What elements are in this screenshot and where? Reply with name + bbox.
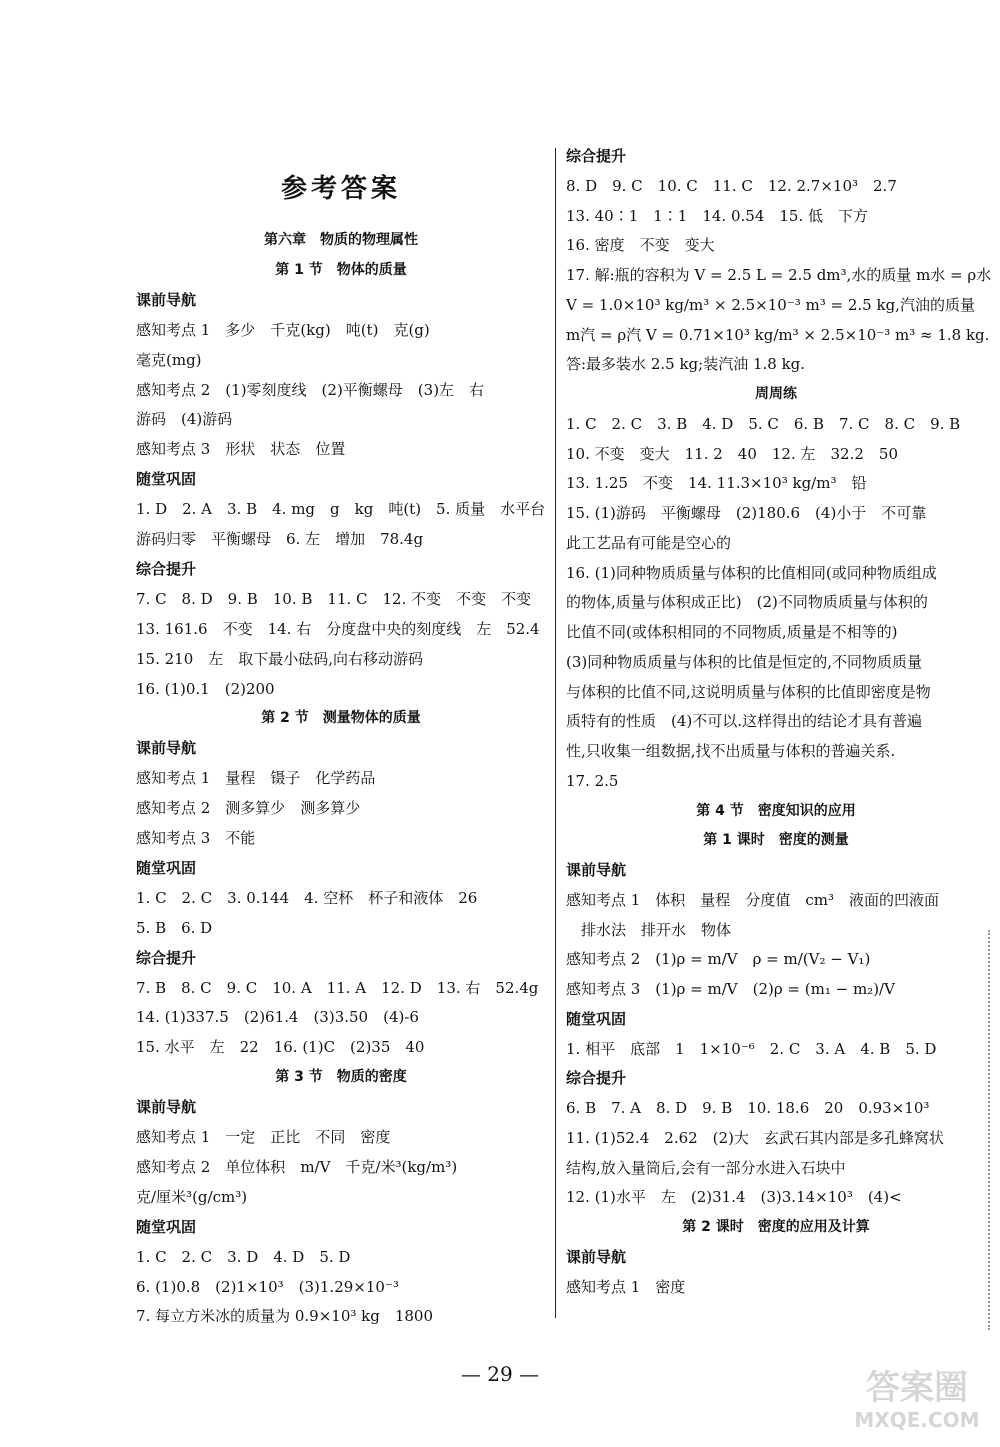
section-heading: 第 1 节 物体的质量 <box>275 261 407 278</box>
answer-line: 16. (1)0.1 (2)200 <box>136 679 275 698</box>
section-heading: 第 3 节 物质的密度 <box>275 1069 407 1086</box>
answer-line: 答:最多装水 2.5 kg;装汽油 1.8 kg. <box>566 355 806 374</box>
answer-line: 感知考点 2 测多算少 测多算少 <box>136 799 361 818</box>
answer-line: 感知考点 1 密度 <box>566 1277 686 1296</box>
answer-line: 5. B 6. D <box>136 918 213 937</box>
answer-line: V = 1.0×10³ kg/m³ × 2.5×10⁻³ m³ = 2.5 kg,汽油的质量 <box>566 295 975 314</box>
answer-line: 排水法 排开水 物体 <box>566 920 732 939</box>
answer-line: 感知考点 3 (1)ρ = m/V (2)ρ = (m₁ − m₂)/V <box>566 980 895 998</box>
column-divider <box>555 148 556 1318</box>
answer-line: 质特有的性质 (4)不可以.这样得出的结论才具有普遍 <box>566 712 923 731</box>
section-heading: 课前导航 <box>136 739 197 758</box>
answer-line: 与体积的比值不同,这说明质量与体积的比值即密度是物 <box>566 682 931 701</box>
answer-line: 感知考点 1 体积 量程 分度值 cm³ 液面的凹液面 <box>566 890 939 909</box>
page-title: 参考答案 <box>280 174 401 204</box>
answer-line: 16. 密度 不变 变大 <box>566 236 715 255</box>
answer-line: 1. C 2. C 3. 0.144 4. 空杯 杯子和液体 26 <box>136 888 478 907</box>
section-heading: 第 2 节 测量物体的质量 <box>261 710 421 727</box>
section-heading: 第六章 物质的物理属性 <box>264 232 418 248</box>
answer-line: 性,只收集一组数据,找不出质量与体积的普遍关系. <box>566 742 896 760</box>
page-number: — 29 — <box>460 1362 540 1386</box>
answer-line: 感知考点 1 一定 正比 不同 密度 <box>136 1128 391 1146</box>
watermark-text: 答案圈 <box>866 1368 968 1408</box>
answer-line: 10. 不变 变大 11. 2 40 12. 左 32.2 50 <box>566 444 898 463</box>
answer-line: 感知考点 2 单位体积 m/V 千克/米³(kg/m³) <box>136 1157 458 1176</box>
answer-line: 的物体,质量与体积成正比) (2)不同物质质量与体积的 <box>566 593 928 612</box>
answer-line: 13. 161.6 不变 14. 右 分度盘中央的刻度线 左 52.4 <box>136 619 540 638</box>
answer-line: 15. 水平 左 22 16. (1)C (2)35 40 <box>136 1038 425 1057</box>
answer-line: 结构,放入量筒后,会有一部分水进入石块中 <box>566 1158 846 1177</box>
answer-line: 6. B 7. A 8. D 9. B 10. 18.6 20 0.93×10³ <box>566 1099 930 1117</box>
answer-line: 15. 210 左 取下最小砝码,向右移动游码 <box>136 649 424 668</box>
answer-line: 16. (1)同种物质质量与体积的比值相同(或同种物质组成 <box>566 563 937 582</box>
answer-line: 感知考点 2 (1)ρ = m/V ρ = m/(V₂ − V₁) <box>566 950 871 969</box>
answer-line: 游码 (4)游码 <box>136 410 233 429</box>
answer-line: 12. (1)水平 左 (2)31.4 (3)3.14×10³ (4)< <box>566 1188 902 1207</box>
watermark-logo <box>842 1357 992 1437</box>
answer-line: 感知考点 2 (1)零刻度线 (2)平衡螺母 (3)左 右 <box>136 380 485 399</box>
answer-line: 7. C 8. D 9. B 10. B 11. C 12. 不变 不变 不变 <box>136 589 532 608</box>
answer-line: 13. 1.25 不变 14. 11.3×10³ kg/m³ 铅 <box>566 474 867 493</box>
answer-line: 1. D 2. A 3. B 4. mg g kg 吨(t) 5. 质量 水平台 <box>136 500 546 519</box>
answer-line: 17. 解:瓶的容积为 V = 2.5 L = 2.5 dm³,水的质量 m水 = ρ水 <box>566 266 992 284</box>
section-heading: 综合提升 <box>566 147 627 165</box>
section-heading: 课前导航 <box>566 861 627 879</box>
section-heading: 综合提升 <box>136 948 197 967</box>
section-heading: 课前导航 <box>136 290 197 309</box>
section-heading: 随堂巩固 <box>136 1217 197 1236</box>
answer-line: 比值不同(或体积相同的不同物质,质量是不相等的) <box>566 623 898 641</box>
section-heading: 随堂巩固 <box>136 470 197 489</box>
answer-line: 15. (1)游码 平衡螺母 (2)180.6 (4)小于 不可靠 <box>566 504 927 522</box>
answer-line: 7. 每立方米冰的质量为 0.9×10³ kg 1800 <box>136 1307 434 1326</box>
section-heading: 随堂巩固 <box>136 858 197 877</box>
section-heading: 周周练 <box>755 386 797 402</box>
page-edge-mark <box>988 930 992 1330</box>
answer-line: 17. 2.5 <box>566 771 619 790</box>
section-heading: 综合提升 <box>566 1069 627 1088</box>
section-heading: 第 4 节 密度知识的应用 <box>696 802 856 819</box>
answer-line: 1. C 2. C 3. B 4. D 5. C 6. B 7. C 8. C 9. B <box>566 414 961 433</box>
section-heading: 第 2 课时 密度的应用及计算 <box>682 1219 870 1235</box>
section-heading: 课前导航 <box>136 1098 197 1117</box>
answer-line: 游码归零 平衡螺母 6. 左 增加 78.4g <box>136 530 424 548</box>
answer-line: 6. (1)0.8 (2)1×10³ (3)1.29×10⁻³ <box>136 1277 399 1296</box>
answer-line: 11. (1)52.4 2.62 (2)大 玄武石其内部是多孔蜂窝状 <box>566 1128 944 1147</box>
answer-line: 7. B 8. C 9. C 10. A 11. A 12. D 13. 右 52.4g <box>136 978 539 997</box>
answer-line: 感知考点 1 多少 千克(kg) 吨(t) 克(g) <box>136 320 430 339</box>
answer-line: 8. D 9. C 10. C 11. C 12. 2.7×10³ 2.7 <box>566 176 897 195</box>
answer-line: 克/厘米³(g/cm³) <box>136 1187 248 1206</box>
section-heading: 随堂巩固 <box>566 1009 627 1028</box>
answer-line: 14. (1)337.5 (2)61.4 (3)3.50 (4)-6 <box>136 1008 419 1027</box>
section-heading: 课前导航 <box>566 1247 627 1266</box>
answer-line: 此工艺品有可能是空心的 <box>566 533 732 552</box>
answer-line: 感知考点 3 形状 状态 位置 <box>136 440 346 459</box>
answer-line: 毫克(mg) <box>136 350 202 369</box>
answer-line: 1. 相平 底部 1 1×10⁻⁶ 2. C 3. A 4. B 5. D <box>566 1039 937 1058</box>
answer-line: (3)同种物质质量与体积的比值是恒定的,不同物质质量 <box>566 652 923 671</box>
section-heading: 第 1 课时 密度的测量 <box>703 832 849 849</box>
answer-line: 感知考点 3 不能 <box>136 829 256 847</box>
answer-line: 1. C 2. C 3. D 4. D 5. D <box>136 1247 351 1266</box>
answer-line: m汽 = ρ汽 V = 0.71×10³ kg/m³ × 2.5×10⁻³ m³ ≈ 1.8 kg. <box>566 325 990 344</box>
answer-line: 13. 40∶1 1∶1 14. 0.54 15. 低 下方 <box>566 206 868 225</box>
section-heading: 综合提升 <box>136 559 197 578</box>
watermark-url: MXQE.COM <box>854 1408 980 1432</box>
answer-line: 感知考点 1 量程 镊子 化学药品 <box>136 769 376 788</box>
